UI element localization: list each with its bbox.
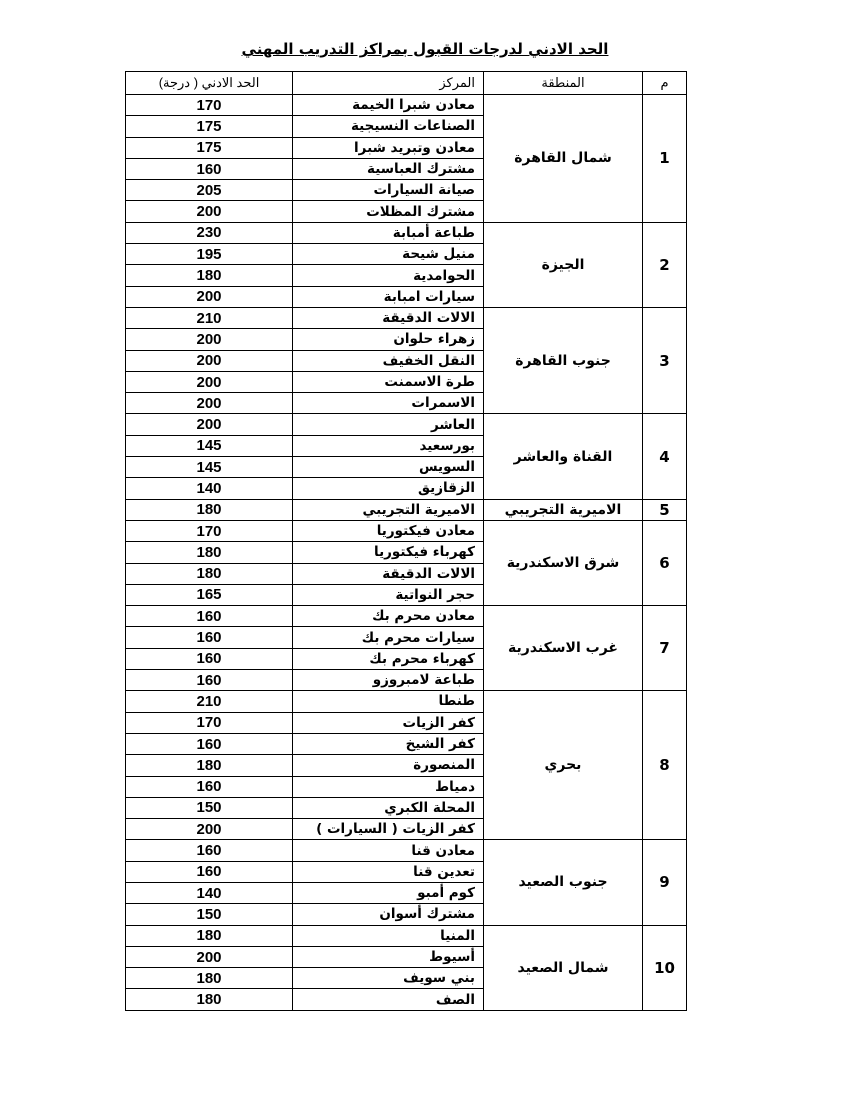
- min-score: 150: [126, 797, 293, 818]
- center-name: صيانة السيارات: [293, 180, 484, 201]
- min-score: 170: [126, 712, 293, 733]
- min-score: 180: [126, 755, 293, 776]
- table-row: [126, 222, 687, 243]
- min-score: 160: [126, 861, 293, 882]
- table-row: [126, 414, 687, 435]
- min-score: 170: [126, 95, 293, 116]
- center-name: حجر النواتية: [293, 584, 484, 605]
- center-name: الصناعات النسيجية: [293, 116, 484, 137]
- min-score: 210: [126, 307, 293, 328]
- min-score: 200: [126, 350, 293, 371]
- min-score: 200: [126, 371, 293, 392]
- table-row: [126, 691, 687, 712]
- region-name: الاميرية التجريبي: [484, 499, 643, 520]
- center-name: الحوامدية: [293, 265, 484, 286]
- group-number: 1: [643, 95, 687, 223]
- min-score: 145: [126, 457, 293, 478]
- center-name: الاسمرات: [293, 393, 484, 414]
- min-score: 210: [126, 691, 293, 712]
- center-name: كهرباء محرم بك: [293, 648, 484, 669]
- center-name: أسيوط: [293, 946, 484, 967]
- min-score: 160: [126, 670, 293, 691]
- center-name: معادن فيكتوريا: [293, 520, 484, 541]
- min-score: 180: [126, 925, 293, 946]
- center-name: الالات الدقيقة: [293, 307, 484, 328]
- min-score: 180: [126, 265, 293, 286]
- center-name: كوم أمبو: [293, 882, 484, 903]
- table-row: [126, 520, 687, 541]
- admission-scores-table: [125, 71, 687, 1011]
- center-name: سيارات محرم بك: [293, 627, 484, 648]
- min-score: 175: [126, 116, 293, 137]
- table-row: [126, 499, 687, 520]
- center-name: دمياط: [293, 776, 484, 797]
- min-score: 160: [126, 840, 293, 861]
- region-name: جنوب الصعيد: [484, 840, 643, 925]
- group-number: 7: [643, 606, 687, 691]
- min-score: 200: [126, 393, 293, 414]
- center-name: بني سويف: [293, 968, 484, 989]
- table-row: [126, 925, 687, 946]
- min-score: 145: [126, 435, 293, 456]
- center-name: طباعة أمبابة: [293, 222, 484, 243]
- center-name: النقل الخفيف: [293, 350, 484, 371]
- center-name: السويس: [293, 457, 484, 478]
- center-name: كفر الشيخ: [293, 733, 484, 754]
- center-name: طباعة لامبروزو: [293, 670, 484, 691]
- min-score: 180: [126, 968, 293, 989]
- document-title: الحد الادني لدرجات القبول بمراكز التدريب المهني: [241, 40, 609, 58]
- center-name: المحلة الكبري: [293, 797, 484, 818]
- region-name: بحري: [484, 691, 643, 840]
- min-score: 160: [126, 627, 293, 648]
- group-number: 8: [643, 691, 687, 840]
- min-score: 180: [126, 542, 293, 563]
- min-score: 150: [126, 904, 293, 925]
- region-name: شرق الاسكندرية: [484, 520, 643, 605]
- region-name: الجيزة: [484, 222, 643, 307]
- center-name: المنيا: [293, 925, 484, 946]
- table-row: [126, 307, 687, 328]
- min-score: 200: [126, 286, 293, 307]
- min-score: 180: [126, 563, 293, 584]
- center-name: كهرباء فيكتوريا: [293, 542, 484, 563]
- min-score: 165: [126, 584, 293, 605]
- center-name: معادن محرم بك: [293, 606, 484, 627]
- center-name: منيل شيحة: [293, 244, 484, 265]
- group-number: 9: [643, 840, 687, 925]
- min-score: 205: [126, 180, 293, 201]
- region-name: القناة والعاشر: [484, 414, 643, 499]
- min-score: 230: [126, 222, 293, 243]
- group-number: 2: [643, 222, 687, 307]
- table-row: [126, 840, 687, 861]
- min-score: 160: [126, 158, 293, 179]
- header-num: م: [643, 72, 687, 95]
- min-score: 195: [126, 244, 293, 265]
- table-body: [126, 95, 687, 1011]
- center-name: مشترك أسوان: [293, 904, 484, 925]
- center-name: العاشر: [293, 414, 484, 435]
- center-name: الزقازيق: [293, 478, 484, 499]
- min-score: 160: [126, 776, 293, 797]
- center-name: الالات الدقيقة: [293, 563, 484, 584]
- table-row: [126, 606, 687, 627]
- min-score: 200: [126, 946, 293, 967]
- center-name: بورسعيد: [293, 435, 484, 456]
- center-name: كفر الزيات: [293, 712, 484, 733]
- center-name: معادن شبرا الخيمة: [293, 95, 484, 116]
- center-name: زهراء حلوان: [293, 329, 484, 350]
- center-name: تعدين قنا: [293, 861, 484, 882]
- min-score: 160: [126, 733, 293, 754]
- center-name: كفر الزيات ( السيارات ): [293, 819, 484, 840]
- center-name: سيارات امبابة: [293, 286, 484, 307]
- group-number: 6: [643, 520, 687, 605]
- min-score: 175: [126, 137, 293, 158]
- min-score: 200: [126, 201, 293, 222]
- table-row: [126, 95, 687, 116]
- min-score: 160: [126, 606, 293, 627]
- table-header-row: [126, 72, 687, 95]
- region-name: جنوب القاهرة: [484, 307, 643, 413]
- center-name: المنصورة: [293, 755, 484, 776]
- region-name: شمال الصعيد: [484, 925, 643, 1010]
- group-number: 4: [643, 414, 687, 499]
- header-region: المنطقة: [484, 72, 643, 95]
- center-name: معادن قنا: [293, 840, 484, 861]
- center-name: طنطا: [293, 691, 484, 712]
- group-number: 5: [643, 499, 687, 520]
- group-number: 3: [643, 307, 687, 413]
- center-name: الاميرية التجريبي: [293, 499, 484, 520]
- header-center: المركز: [293, 72, 484, 95]
- min-score: 180: [126, 499, 293, 520]
- min-score: 160: [126, 648, 293, 669]
- min-score: 200: [126, 329, 293, 350]
- min-score: 170: [126, 520, 293, 541]
- region-name: غرب الاسكندرية: [484, 606, 643, 691]
- center-name: معادن وتبريد شبرا: [293, 137, 484, 158]
- region-name: شمال القاهرة: [484, 95, 643, 223]
- center-name: مشترك العباسية: [293, 158, 484, 179]
- header-score: الحد الادني ( درجة): [126, 72, 293, 95]
- min-score: 140: [126, 478, 293, 499]
- center-name: طرة الاسمنت: [293, 371, 484, 392]
- min-score: 180: [126, 989, 293, 1010]
- group-number: 10: [643, 925, 687, 1010]
- center-name: مشترك المظلات: [293, 201, 484, 222]
- min-score: 140: [126, 882, 293, 903]
- center-name: الصف: [293, 989, 484, 1010]
- min-score: 200: [126, 819, 293, 840]
- min-score: 200: [126, 414, 293, 435]
